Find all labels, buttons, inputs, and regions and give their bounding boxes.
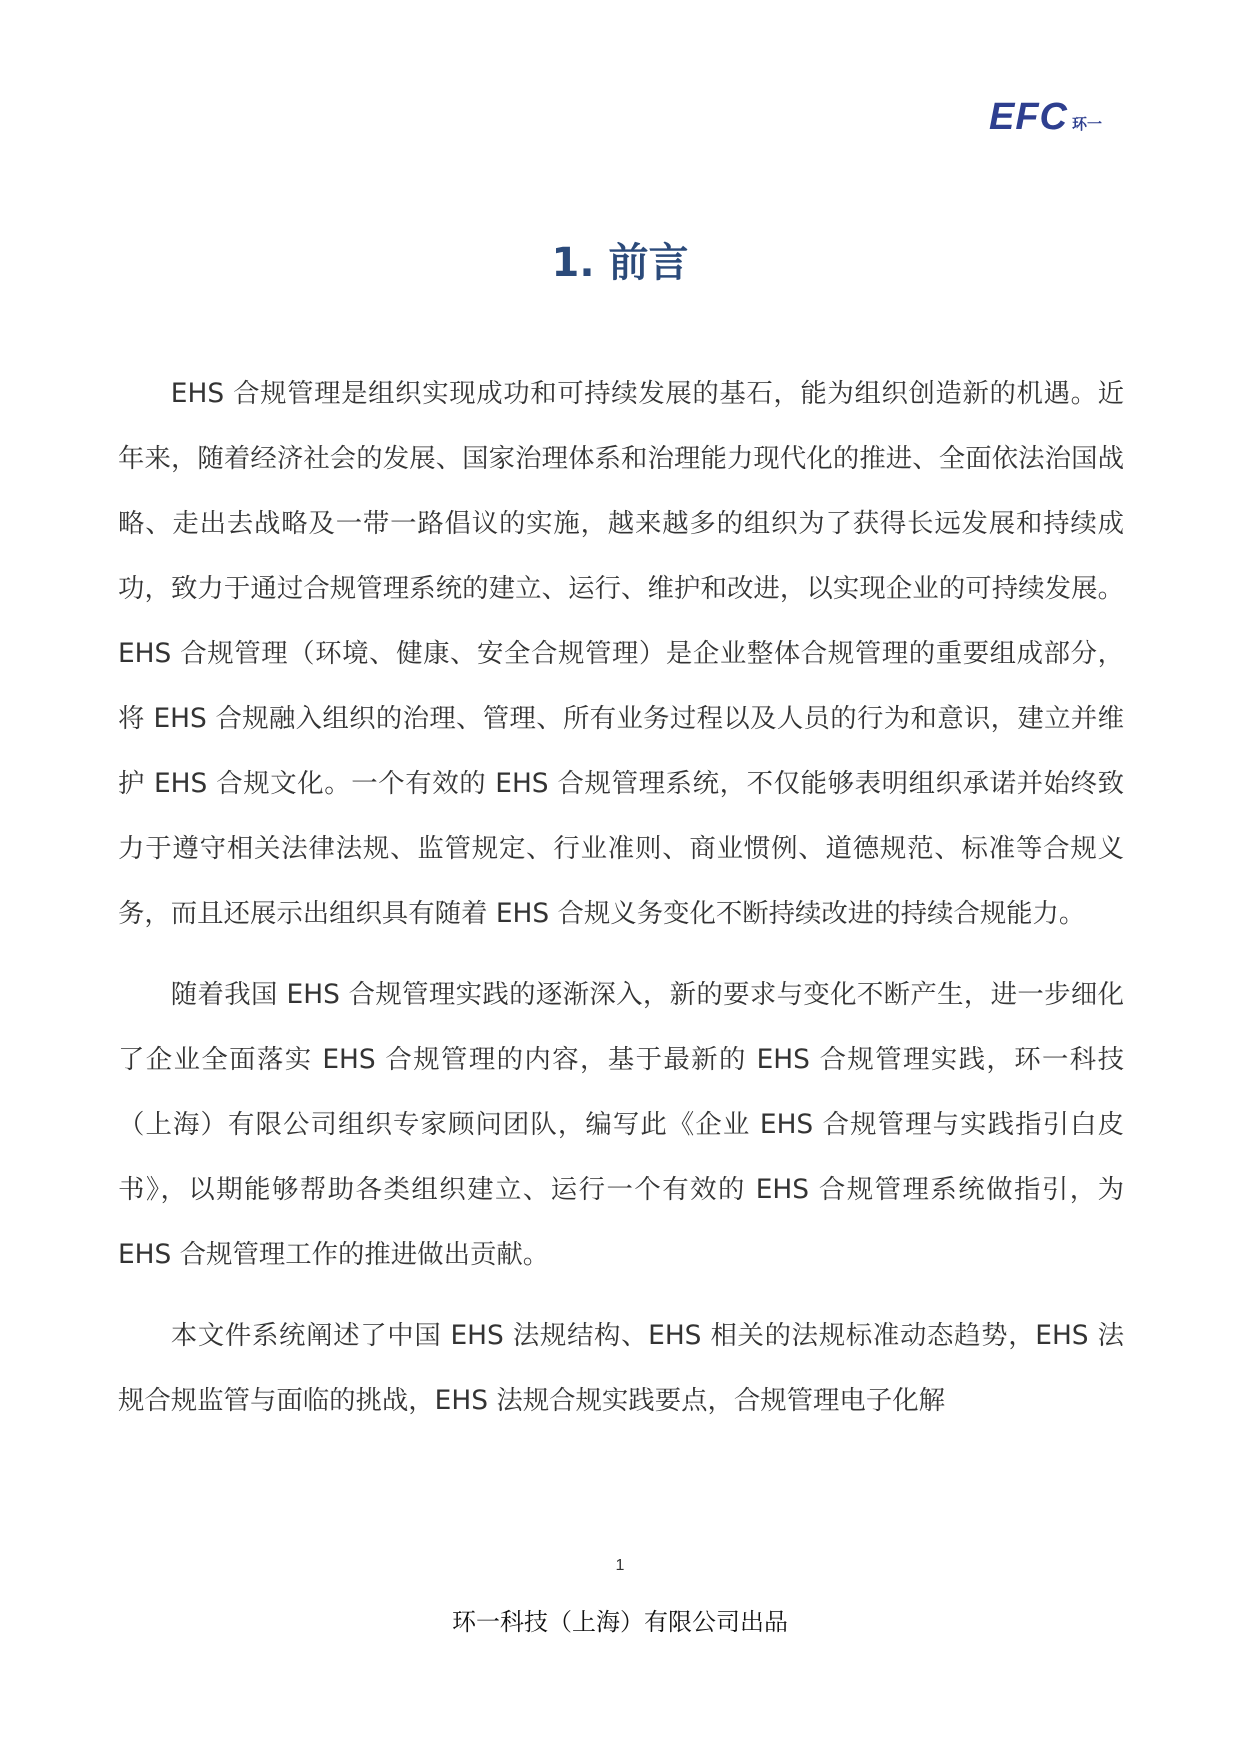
logo-subtitle: 环一 xyxy=(1071,115,1102,133)
section-title: 1. 前言 xyxy=(551,240,689,286)
footer-publisher: 环一科技（上海）有限公司出品 xyxy=(452,1608,788,1636)
paragraph: 本文件系统阐述了中国 EHS 法规结构、EHS 相关的法规标准动态趋势，EHS 法规合规监管与面临的挑战，EHS 法规合规实践要点，合规管理电子化解 xyxy=(118,1320,1124,1416)
logo-mark: EFC xyxy=(988,96,1068,138)
company-logo xyxy=(989,96,1102,136)
body-text xyxy=(118,361,1124,1449)
paragraph: EHS 合规管理是组织实现成功和可持续发展的基石，能为组织创造新的机遇。近年来，随着经济社会的发展、国家治理体系和治理能力现代化的推进、全面依法治国战略、走出去战略及一带一路倡议的实施，越来越多的组织为了获得长远发展和持续成功，致力于通过合规管理系统的建立、运行、维护和改进，以实现企业的可持续发展。EHS 合规管理（环境、健康、安全合规管理）是企业整体合规管理的重要组成部分，将 EHS 合规融入组织的治理、管理、所有业务过程以及人员的行为和意识，建立并维护 EHS 合规文化。一个有效的 EHS 合规管理系统，不仅能够表明组织承诺并始终致力于遵守相关法律法规、监管规定、行业准则、商业惯例、道德规范、标准等合规义务，而且还展示出组织具有随着 EHS 合规义务变化不断持续改进的持续合规能力。 xyxy=(118,378,1124,929)
page-number: 1 xyxy=(615,1557,625,1574)
paragraph: 随着我国 EHS 合规管理实践的逐渐深入，新的要求与变化不断产生，进一步细化了企业全面落实 EHS 合规管理的内容，基于最新的 EHS 合规管理实践，环一科技（上海）有限公司组织专家顾问团队，编写此《企业 EHS 合规管理与实践指引白皮书》，以期能够帮助各类组织建立、运行一个有效的 EHS 合规管理系统做指引，为 EHS 合规管理工作的推进做出贡献。 xyxy=(118,979,1124,1270)
